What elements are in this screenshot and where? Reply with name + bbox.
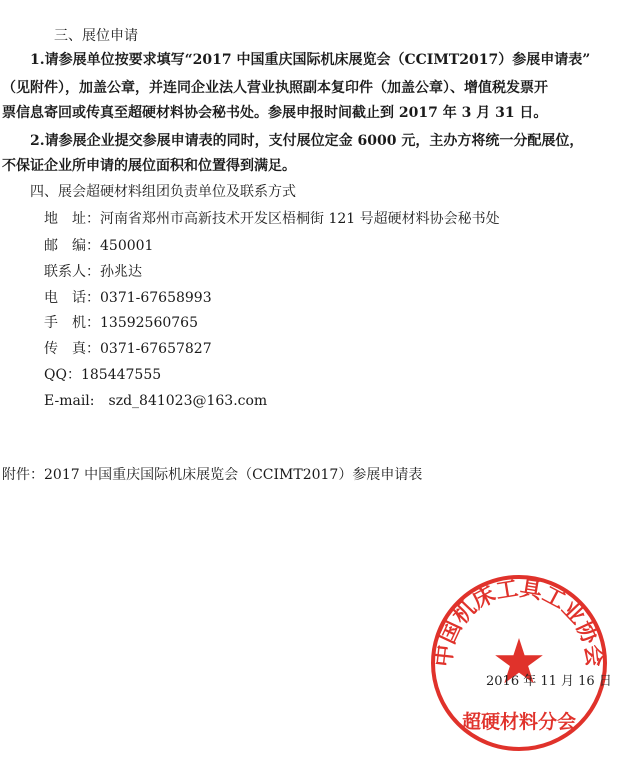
contact-label: 手 机：	[44, 315, 100, 331]
contact-email	[44, 391, 267, 411]
contact-mobile	[44, 313, 198, 333]
document-date: 2016 年 11 月 16 日	[486, 674, 612, 689]
contact-value: 河南省郑州市高新技术开发区梧桐街 121 号超硬材料协会秘书处	[100, 211, 500, 227]
contact-label: 联系人：	[44, 264, 100, 280]
contact-address	[44, 209, 500, 229]
contact-value: 450001	[100, 238, 154, 254]
contact-value: 孙兆达	[100, 264, 142, 280]
attachment-note: 附件：2017 中国重庆国际机床展览会（CCIMT2017）参展申请表	[2, 467, 423, 483]
contact-person	[44, 262, 142, 282]
contact-value: 185447555	[80, 367, 162, 383]
item1-line1: 1.请参展单位按要求填写“2017 中国重庆国际机床展览会（CCIMT2017）参展申请表”	[30, 52, 591, 68]
contact-qq	[44, 365, 161, 385]
contact-postcode	[44, 236, 153, 256]
seal-outer-text: 中国机床工具工业协会	[431, 576, 607, 669]
item1-line3: 票信息寄回或传真至超硬材料协会秘书处。参展申报时间截止到 2017 年 3 月 31 日。	[2, 105, 548, 121]
contact-value: szd_841023@163.com	[108, 393, 268, 409]
contact-value: 0371-67658993	[100, 290, 212, 306]
section4-heading: 四、展会超硬材料组团负责单位及联系方式	[30, 184, 296, 200]
section3-heading: 三、展位申请	[54, 28, 138, 44]
item2-line1: 2.请参展企业提交参展申请表的同时，支付展位定金 6000 元，主办方将统一分配展位，	[30, 133, 584, 149]
contact-phone	[44, 288, 212, 308]
contact-label: 传 真：	[44, 341, 100, 357]
contact-label: E-mail:	[44, 393, 95, 409]
contact-label: 电 话：	[44, 290, 100, 306]
contact-value: 13592560765	[100, 315, 198, 331]
seal-inner-text: 超硬材料分会	[461, 711, 577, 733]
contact-label: 邮 编：	[44, 238, 100, 254]
contact-label: QQ：	[44, 367, 81, 383]
contact-fax	[44, 339, 212, 359]
official-seal	[428, 572, 610, 754]
contact-value: 0371-67657827	[100, 341, 212, 357]
item1-line2: （见附件），加盖公章，并连同企业法人营业执照副本复印件（加盖公章）、增值税发票开	[2, 80, 548, 96]
contact-label: 地 址：	[44, 211, 100, 227]
item2-line2: 不保证企业所申请的展位面积和位置得到满足。	[2, 158, 296, 174]
